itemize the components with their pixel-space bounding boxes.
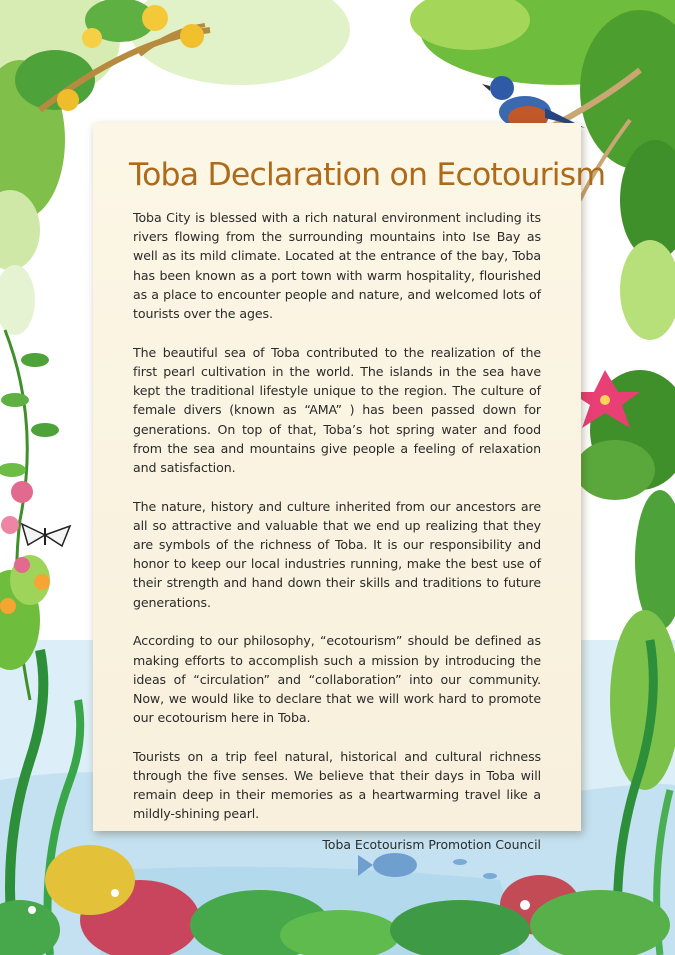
declaration-paper [93, 123, 606, 853]
paragraph: According to our philosophy, “ecotourism” should be defined as making efforts to accomplish such a mission by introducing the ideas of “circulation” and “collaboration” into our community. Now, we would like to declare that we will work hard to promote our ecotourism here in Toba. [133, 633, 541, 726]
paragraph: The nature, history and culture inherited from our ancestors are all so attractive and valuable that we end up realizing that they are symbols of the richness of Toba. It is our responsibility and honor to keep our local industries running, make the best use of their strength and hand down their skills and traditions to future generations. [133, 498, 541, 610]
paragraph: The beautiful sea of Toba contributed to the realization of the first pearl cultivation in the world. The islands in the sea have kept the traditional lifestyle unique to the region. The culture of female divers (known as “AMA” ) has been passed down for generations. On top of that, Toba’s hot spring water and food from the sea and mountains give people a feeling of relaxation and satisfaction. [133, 344, 541, 475]
declaration-body [133, 208, 541, 824]
paragraph: Tourists on a trip feel natural, historical and cultural richness through the five senses. We believe that their days in Toba will remain deep in their memories as a heartwarming travel like a mildly-shining pearl. [133, 748, 541, 822]
paragraph: Toba City is blessed with a rich natural environment including its rivers flowing from the surrounding mountains into Ise Bay as well as its mild climate. Located at the entrance of the bay, Toba has been known as a port town with warm hospitality, flourished as a place to encounter people and nature, and welcomed lots of tourists over the ages. [133, 210, 541, 322]
butterfly [22, 524, 70, 546]
page-title: Toba Declaration on Ecotourism [129, 157, 606, 193]
signature: Toba Ecotourism Promotion Council [322, 837, 541, 853]
